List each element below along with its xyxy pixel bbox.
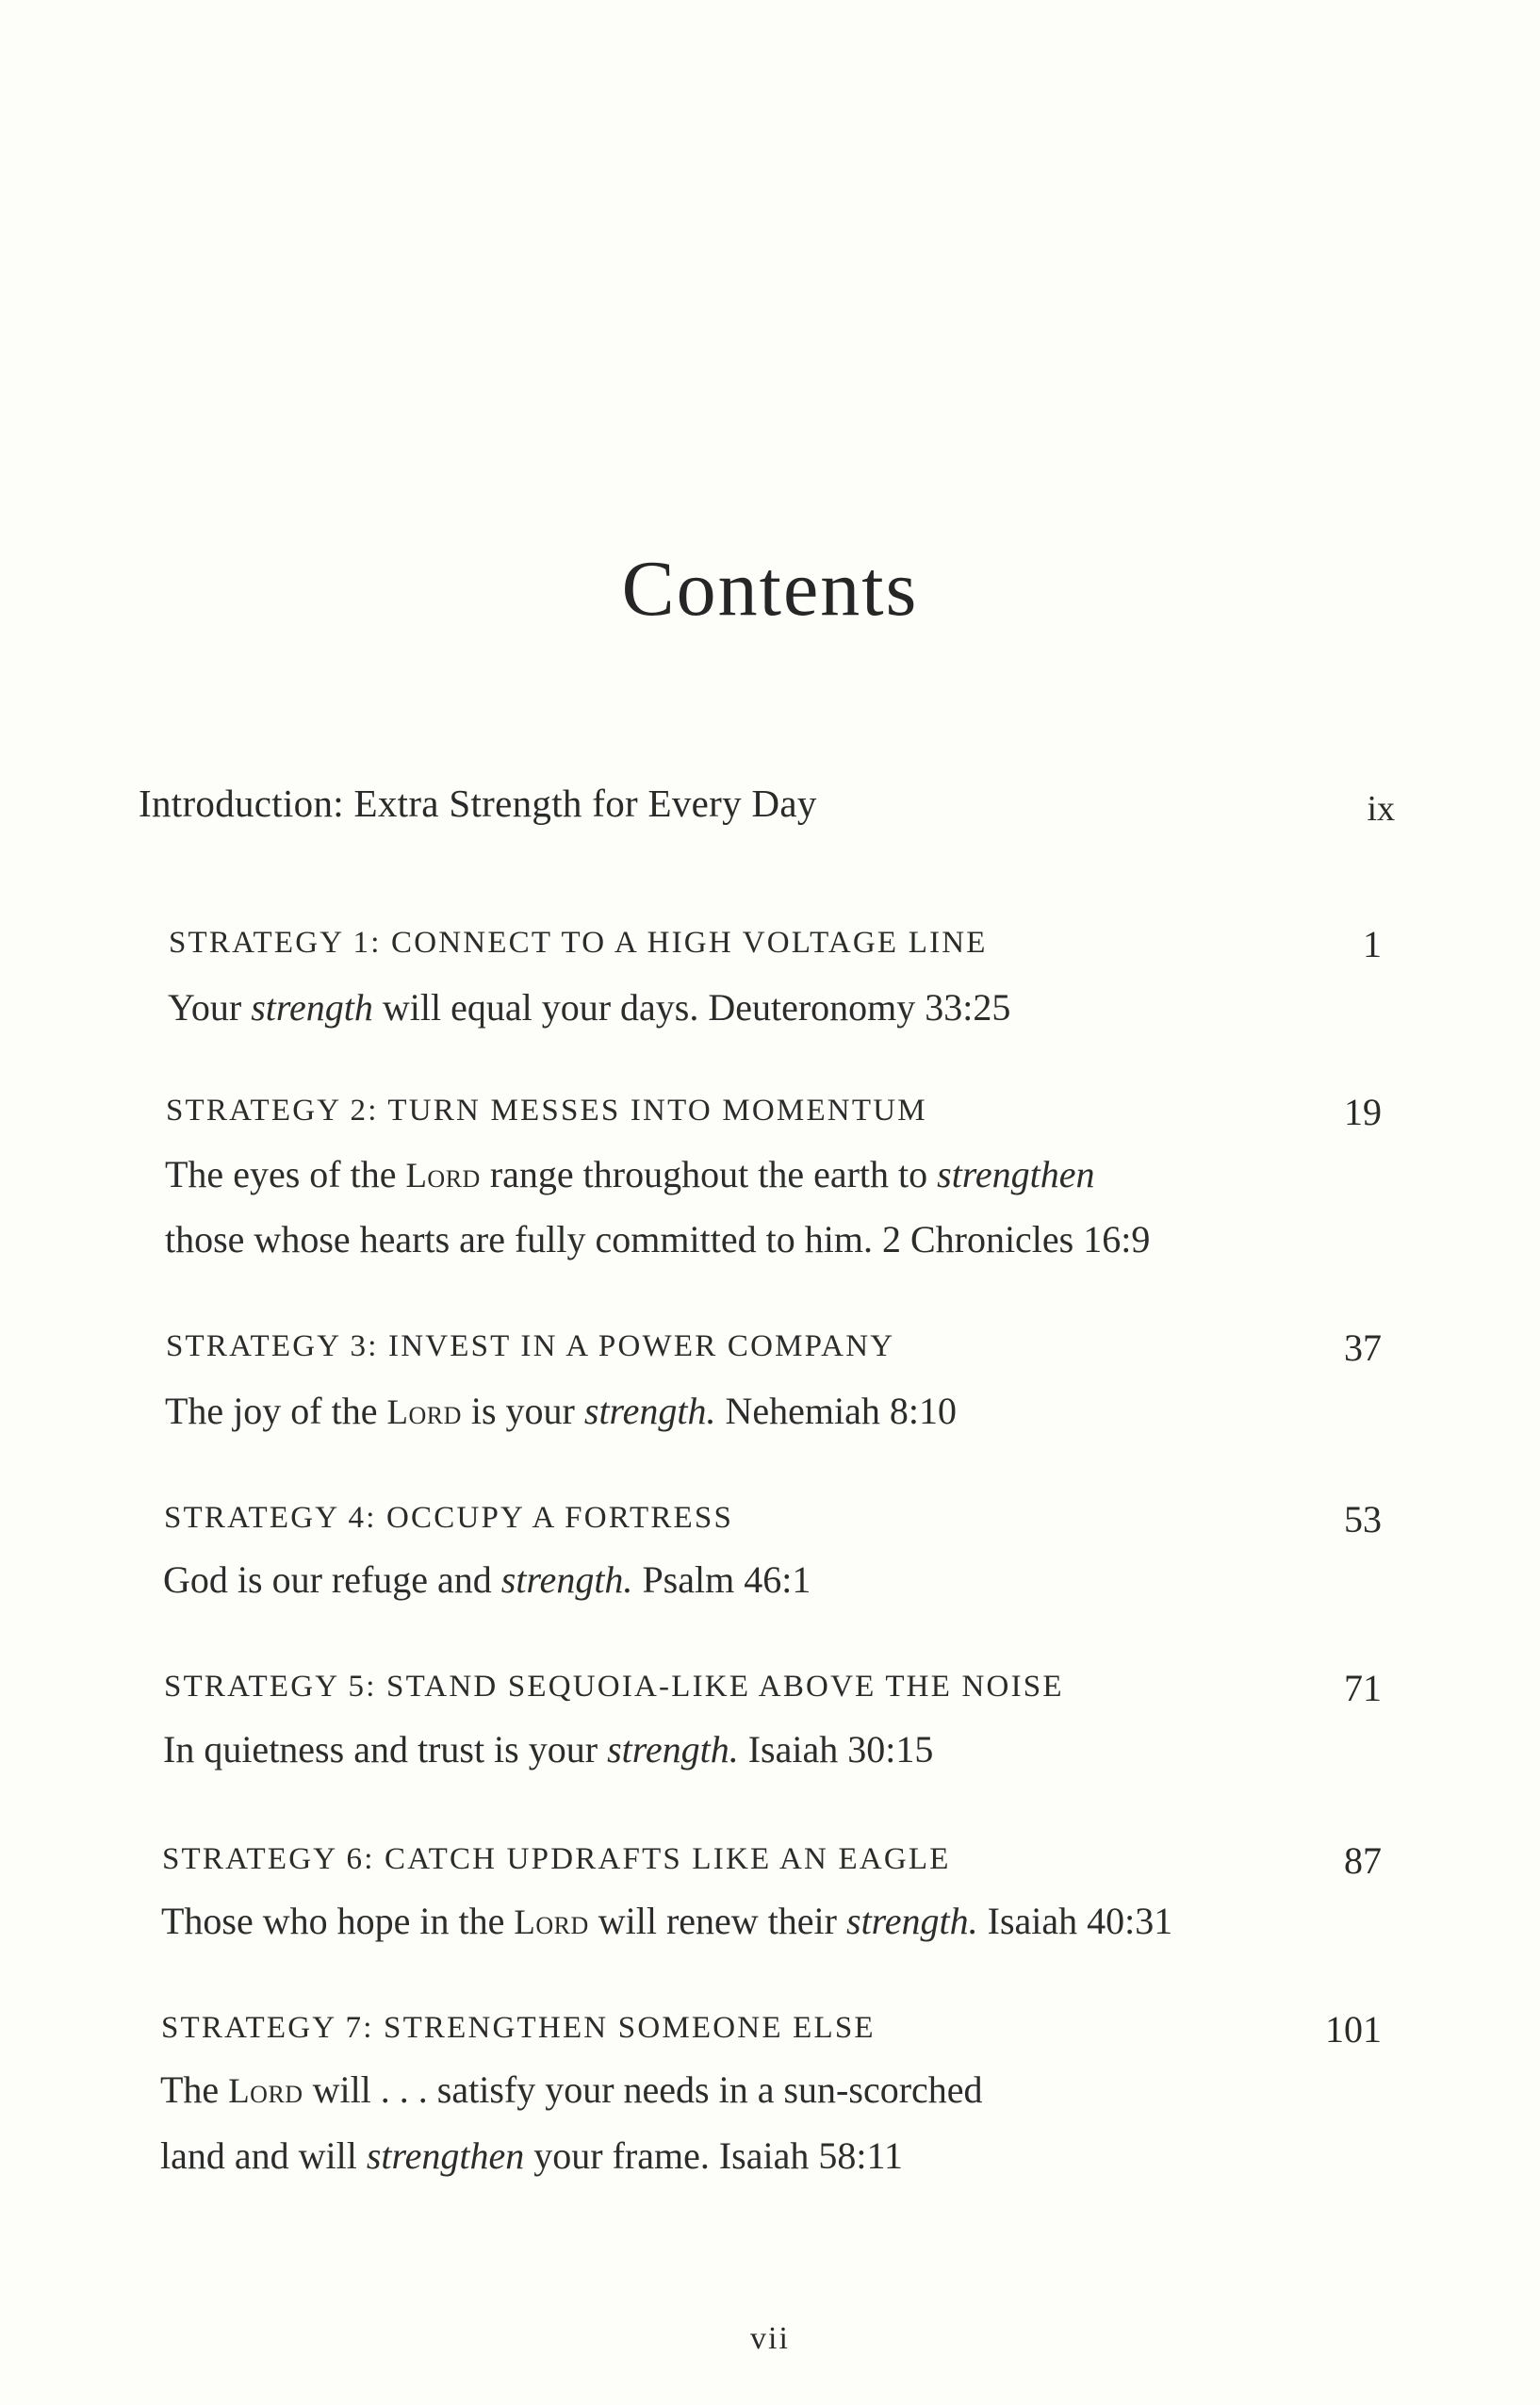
toc-strategy-heading[interactable]: STRATEGY 6: CATCH UPDRAFTS LIKE AN EAGLE — [162, 1842, 951, 1876]
emphasized-word: strength. — [583, 1390, 716, 1432]
toc-strategy-verse-line — [165, 1389, 957, 1433]
toc-strategy-page-number: 37 — [1344, 1326, 1382, 1369]
verse-text: those whose hearts are fully committed to him. 2 Chronicles 16:9 — [165, 1218, 1151, 1260]
small-caps-word: Lord — [405, 1156, 481, 1194]
verse-text: God is our refuge and — [163, 1558, 501, 1601]
verse-text: The — [160, 2068, 229, 2111]
toc-strategy-heading[interactable]: STRATEGY 4: OCCUPY A FORTRESS — [164, 1501, 733, 1535]
verse-text: Isaiah 40:31 — [977, 1900, 1173, 1942]
verse-text: Those who hope in the — [161, 1900, 515, 1942]
emphasized-word: strength — [251, 986, 373, 1029]
verse-text: The eyes of the — [165, 1153, 406, 1195]
toc-strategy-verse-line — [168, 985, 1010, 1030]
toc-strategy-page-number: 19 — [1344, 1091, 1382, 1133]
toc-introduction-page-number: ix — [1367, 789, 1395, 829]
verse-text: is your — [461, 1390, 584, 1432]
toc-strategy-heading[interactable]: STRATEGY 7: STRENGTHEN SOMEONE ELSE — [161, 2011, 876, 2045]
toc-strategy-page-number: 101 — [1325, 2008, 1382, 2051]
verse-text: will renew their — [588, 1900, 846, 1942]
toc-strategy-verse-line — [161, 1899, 1172, 1943]
verse-text: Your — [168, 986, 252, 1029]
toc-strategy-page-number: 71 — [1344, 1667, 1382, 1709]
toc-strategy-verse-line — [160, 2133, 903, 2178]
toc-strategy-page-number: 53 — [1344, 1498, 1382, 1540]
toc-strategy-verse-line — [163, 1727, 933, 1771]
toc-strategy-verse-line — [163, 1557, 811, 1602]
toc-strategy-verse-line — [165, 1152, 1095, 1196]
verse-text: your frame. Isaiah 58:11 — [524, 2134, 903, 2177]
emphasized-word: strength. — [846, 1900, 978, 1942]
toc-introduction-entry[interactable]: Introduction: Extra Strength for Every Day — [139, 782, 817, 825]
page-folio-number: vii — [750, 2321, 790, 2356]
emphasized-word: strengthen — [366, 2134, 525, 2177]
emphasized-word: strengthen — [937, 1153, 1095, 1195]
verse-text: Isaiah 30:15 — [738, 1728, 934, 1771]
toc-strategy-heading[interactable]: STRATEGY 2: TURN MESSES INTO MOMENTUM — [166, 1094, 927, 1128]
small-caps-word: Lord — [228, 2071, 303, 2110]
emphasized-word: strength. — [607, 1728, 739, 1771]
toc-strategy-verse-line — [165, 1217, 1150, 1261]
toc-strategy-heading[interactable]: STRATEGY 5: STAND SEQUOIA-LIKE ABOVE THE NOISE — [164, 1670, 1064, 1704]
verse-text: In quietness and trust is your — [163, 1728, 608, 1771]
verse-text: Nehemiah 8:10 — [715, 1390, 958, 1432]
toc-strategy-heading[interactable]: STRATEGY 3: INVEST IN A POWER COMPANY — [166, 1329, 895, 1363]
verse-text: will equal your days. Deuteronomy 33:25 — [372, 986, 1011, 1029]
verse-text: will . . . satisfy your needs in a sun-scorched — [303, 2068, 983, 2111]
verse-text: The joy of the — [165, 1390, 387, 1432]
toc-strategy-page-number: 87 — [1344, 1839, 1382, 1882]
small-caps-word: Lord — [514, 1903, 589, 1941]
small-caps-word: Lord — [386, 1392, 462, 1431]
emphasized-word: strength. — [500, 1558, 633, 1601]
page-title: Contents — [621, 545, 919, 634]
verse-text: range throughout the earth to — [480, 1153, 938, 1195]
verse-text: Psalm 46:1 — [632, 1558, 811, 1601]
toc-strategy-page-number: 1 — [1363, 923, 1382, 965]
toc-strategy-verse-line — [160, 2067, 983, 2112]
verse-text: land and will — [160, 2134, 367, 2177]
toc-strategy-heading[interactable]: STRATEGY 1: CONNECT TO A HIGH VOLTAGE LINE — [169, 926, 988, 960]
